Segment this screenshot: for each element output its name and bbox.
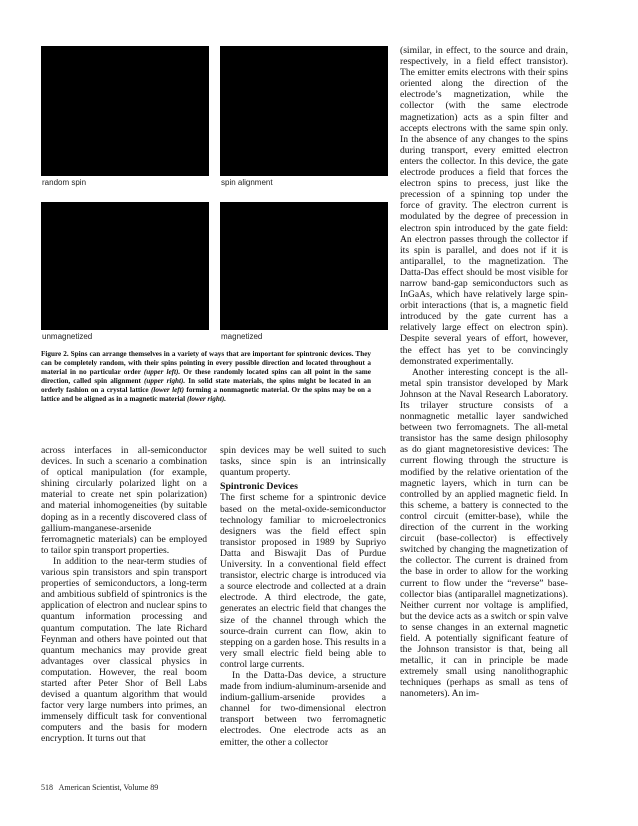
paragraph: In the Datta-Das device, a structure made from indium-aluminum-arsenide and indium-gallium-arsenide provides a channel for two-dimensional electron transport between two ferromagnetic electrodes. One electrode acts as an emitter, the other a collector — [220, 669, 386, 748]
paragraph: Another interesting concept is the all-metal spin transistor developed by Mark Johnson at the Naval Research Laboratory. Its trilayer structure consists of a nonmagnetic metallic layer sandwiched between two ferromagnets. The all-metal transistor has the same design philosophy as do giant magnetoresistive devices: The current flowing through the structure is modified by the relative orientation of the magnetic layers, which in turn can be controlled by an applied magnetic field. In this scheme, a battery is connected to the control circuit (emitter-base), while the direction of the current in the working circuit (base-collector) is effectively switched by changing the magnetization of the collector. The current is drained from the base in order to allow for the working current to flow under the “reverse” base-collector bias (antiparallel magnetizations). Neither current nor voltage is amplified, but the device acts as a switch or spin valve to sense changes in an external magnetic field. A potentially significant feature of the Johnson transistor is that, being all metallic, it can in principle be made extremely small using nanolithographic techniques (perhaps as small as tens of nanometers). An im- — [400, 366, 568, 700]
panel-unmagnetized — [41, 202, 209, 330]
caption-text: Or these randomly located spins can all point in the same direction, called spin alignment — [41, 367, 371, 385]
magnetized-lattice-diagram — [220, 202, 388, 330]
text-column-1 — [41, 445, 207, 745]
section-heading: Spintronic Devices — [220, 481, 298, 493]
panel-label-random: random spin — [42, 178, 87, 187]
panel-random-spin — [41, 46, 209, 176]
spin-alignment-diagram — [220, 46, 388, 176]
caption-text: In solid state materials, the spins might be located in an orderly fashion on a crystal lattice — [41, 376, 371, 394]
panel-spin-alignment — [220, 46, 388, 176]
text-column-3 — [400, 45, 568, 700]
paragraph: (similar, in effect, to the source and drain, respectively, in a field effect transistor). The emitter emits electrons with their spins oriented along the direction of the electrode’s magnetization, while the collector (with the same electrode magnetization) acts as a spin filter and accepts electrons with the same spin only. In the absence of any changes to the spins during transport, every emitted electron enters the collector. In this device, the gate electrode produces a field that forces the electron spins to precess, just like the precession of a spinning top under the force of gravity. The electron current is modulated by the degree of precession in electron spin introduced by the gate field: An electron passes through the collector if its spin is parallel, and does not if it is antiparallel, to the magnetization. The Datta-Das effect should be most visible for narrow band-gap semiconductors such as InGaAs, which have relatively large spin-orbit interactions (that is, a magnetic field introduced by the gate current has a relatively large effect on electron spin). Despite several years of effort, however, the effect has yet to be convincingly demonstrated experimentally. — [400, 45, 568, 367]
panel-magnetized — [220, 202, 388, 330]
caption-panel-ref: (upper right). — [144, 376, 186, 385]
caption-panel-ref: (lower right). — [186, 394, 227, 403]
caption-panel-ref: (lower left) — [150, 385, 185, 394]
paragraph: spin devices may be well suited to such tasks, since spin is an intrinsically quantum property. — [220, 445, 386, 479]
page-number: 518 — [41, 783, 53, 792]
journal-name: American Scientist, Volume 89 — [58, 783, 159, 792]
unmagnetized-lattice-diagram — [41, 202, 209, 330]
panel-label-magnetized: magnetized — [221, 332, 263, 341]
caption-text: Figure 2. Spins can arrange themselves in a variety of ways that are important for spintronic devices. They can be completely random, with their spins pointing in every possible direction and located throughout a material in no particular order — [41, 350, 371, 376]
paragraph: The first scheme for a spintronic device based on the metal-oxide-semiconductor technology familiar to microelectronics designers was the field effect spin transistor proposed in 1989 by Supriyo Datta and Biswajit Das of Purdue University. In a conventional field effect transistor, electric charge is introduced via a source electrode and collected at a drain electrode. A third electrode, the gate, generates an electric field that changes the size of the channel through which the source-drain current can flow, akin to stepping on a garden hose. This results in a very small electric field being able to control large currents. — [220, 492, 386, 670]
caption-panel-ref: (upper left). — [143, 367, 181, 376]
paragraph: In addition to the near-term studies of various spin transistors and spin transport properties of semiconductors, a long-term and ambitious subfield of spintronics is the application of electron and nuclear spins to quantum information processing and quantum computation. The late Richard Feynman and others have pointed out that quantum mechanics may provide great advantages over classical physics in computation. However, the real boom started after Peter Shor of Bell Labs devised a quantum algorithm that would factor very large numbers into primes, an immensely difficult task for conventional computers and the basis for modern encryption. It turns out that — [41, 555, 207, 745]
random-spin-diagram — [41, 46, 209, 176]
panel-label-alignment: spin alignment — [221, 178, 273, 187]
panel-label-unmagnetized: unmagnetized — [42, 332, 93, 341]
page-footer — [41, 783, 158, 792]
text-column-2 — [220, 445, 386, 748]
figure-caption — [41, 350, 371, 404]
caption-text: forming a nonmagnetic material. Or the spins may be on a lattice and be aligned as in a magnetic material — [41, 385, 371, 403]
paragraph: across interfaces in all-semiconductor devices. In such a scenario a combination of optical manipulation (for example, shining circularly polarized light on a material to create net spin polarization) and material inhomogeneities (by suitable doping as in a recently discovered class of gallium-manganese-arsenide ferromagnetic materials) can be employed to tailor spin transport properties. — [41, 445, 207, 556]
